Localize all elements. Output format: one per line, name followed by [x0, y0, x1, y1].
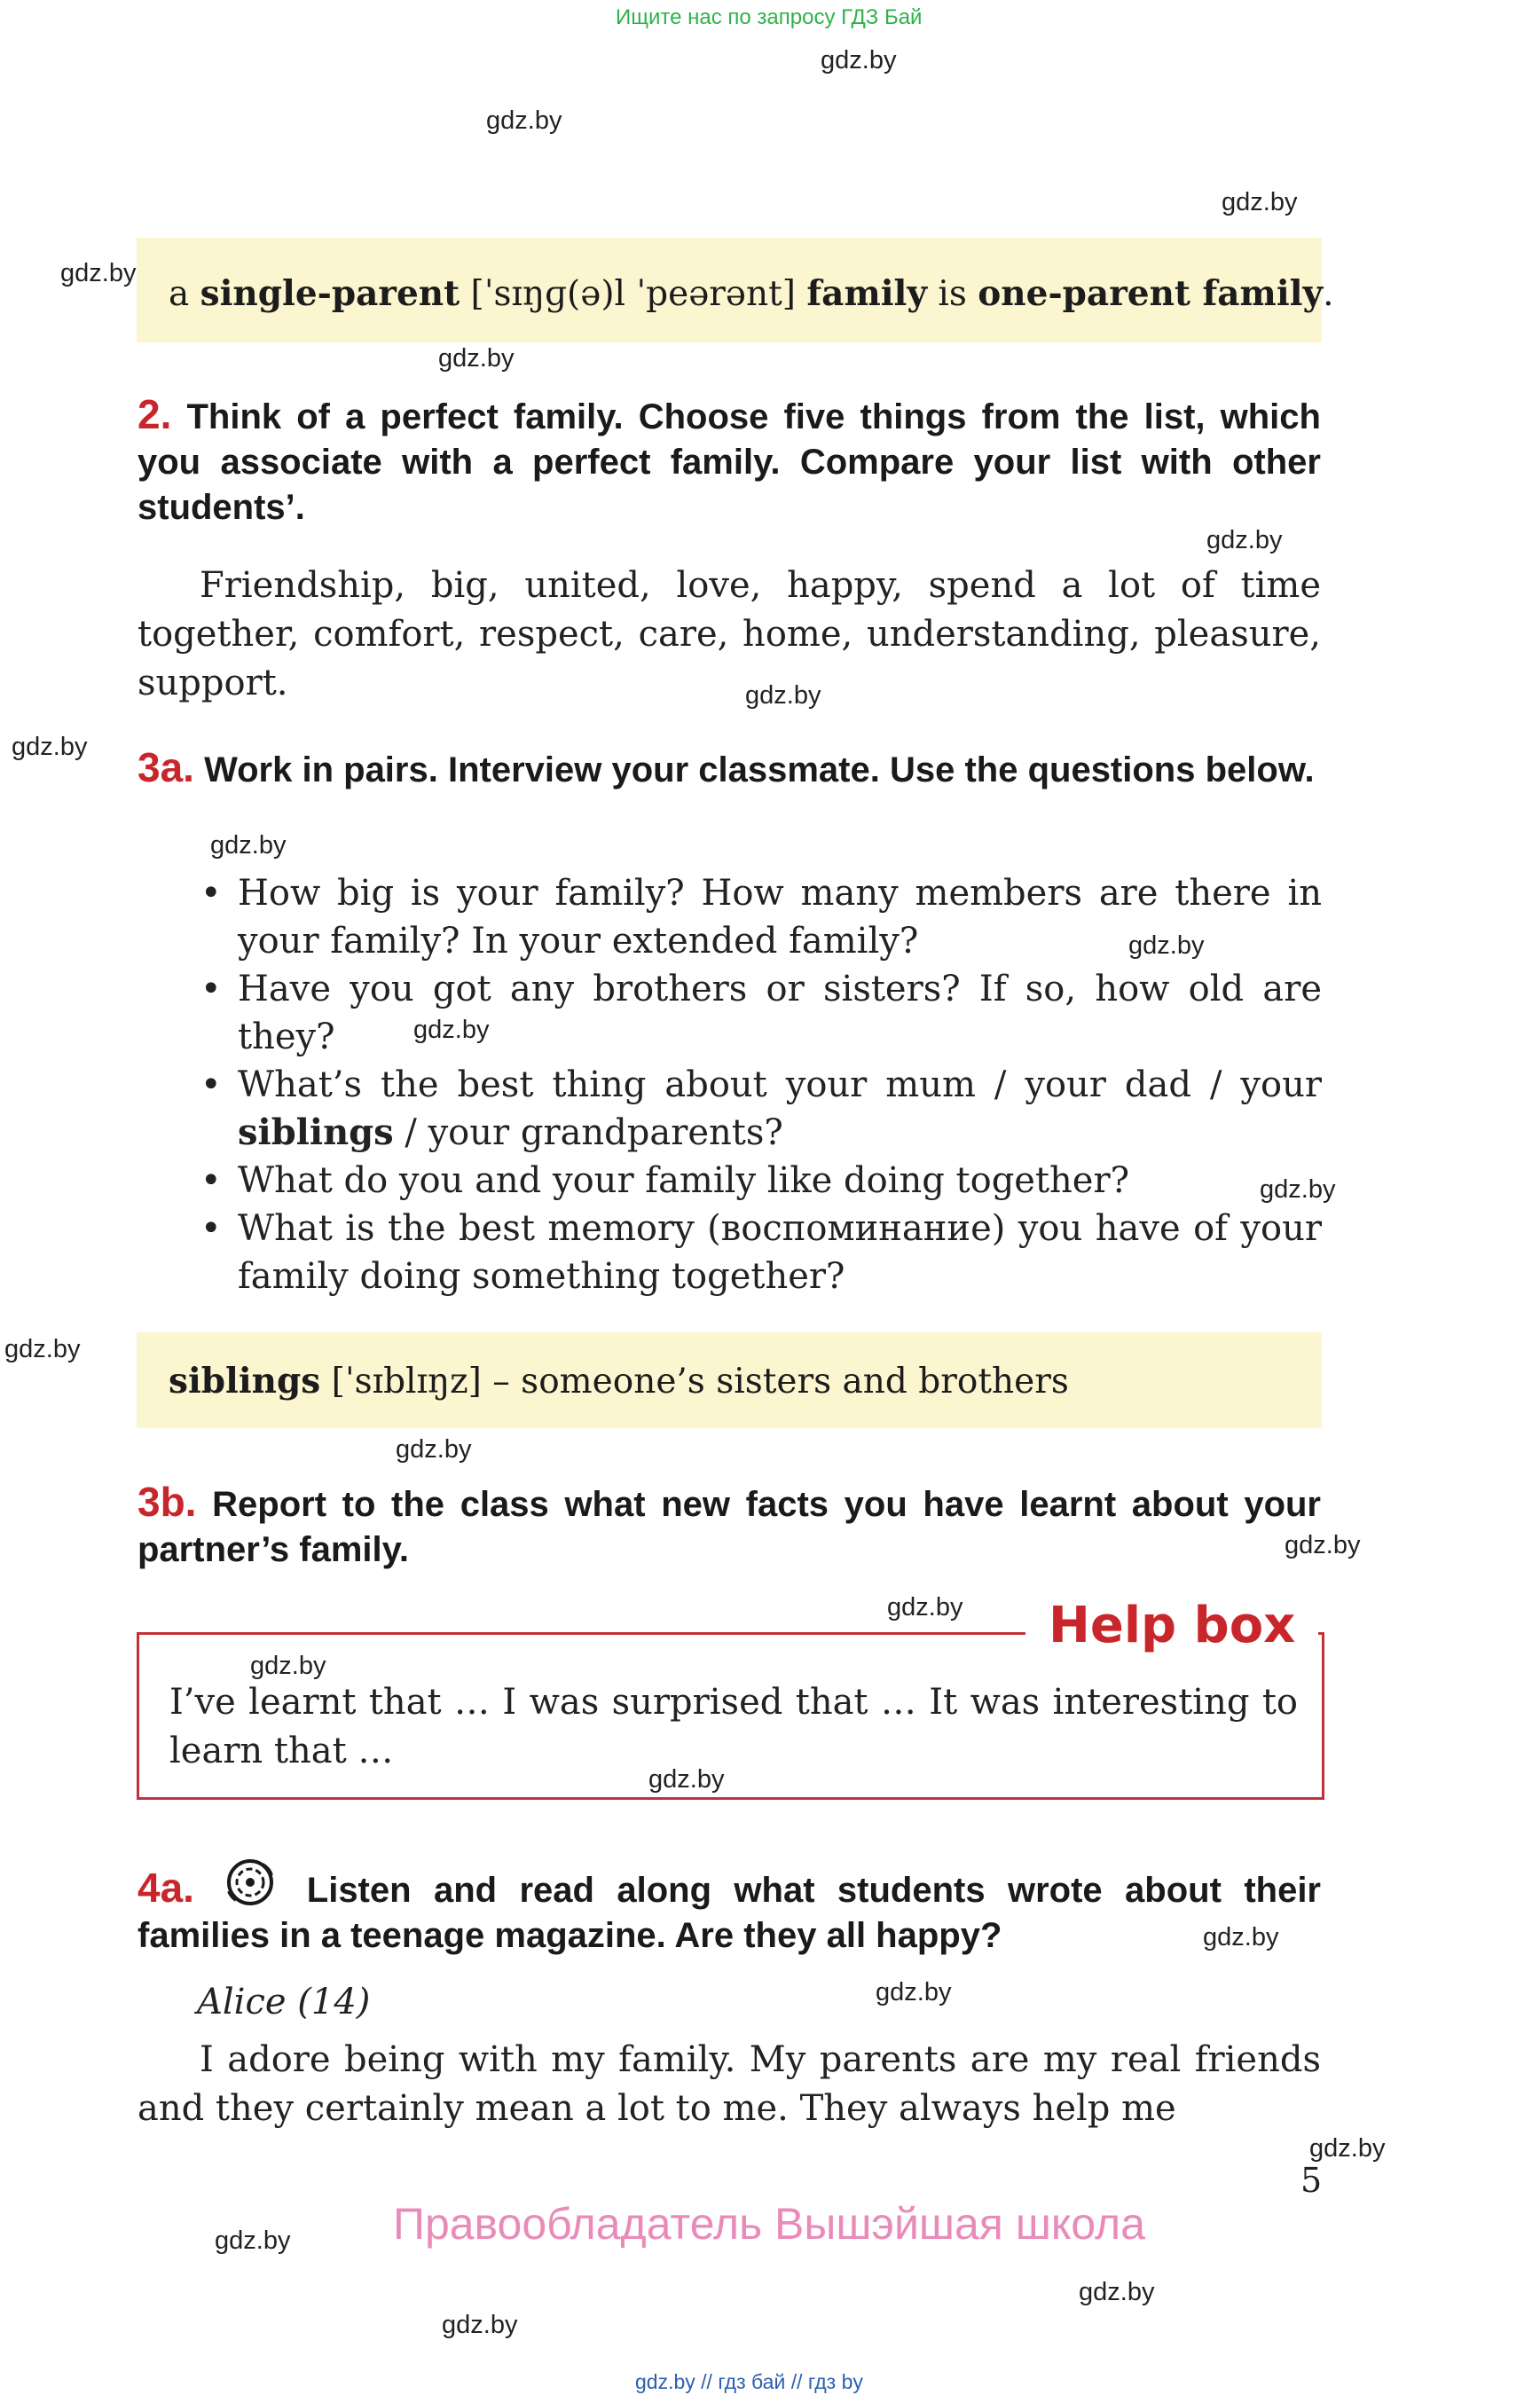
help-box-text: I’ve learnt that … I was surprised that … It was interesting to learn that …	[169, 1682, 1298, 1771]
task-3b-instruction	[138, 1480, 1321, 1573]
task-text: Work in pairs. Interview your classmate. Use the questions below.	[204, 750, 1315, 789]
task-2-instruction	[138, 392, 1321, 530]
watermark: gdz.by	[215, 2226, 291, 2255]
watermark: gdz.by	[1260, 1175, 1336, 1204]
vocabulary-note	[137, 238, 1334, 342]
watermark: gdz.by	[210, 831, 287, 860]
question-item: • What do you and your family like doing together?	[200, 1160, 1130, 1201]
footer-links[interactable]: gdz.by // гдз бай // гдз by	[635, 2370, 863, 2393]
watermark: gdz.by	[1285, 1531, 1361, 1559]
watermark: gdz.by	[1222, 188, 1298, 216]
question-list	[200, 869, 1322, 1300]
question-item: • Have you got any brothers or sisters? If so, how old are they?	[200, 969, 1322, 1057]
vocabulary-note-text: a single-parent [ˈsɪŋɡ(ə)l ˈpeərənt] family is one-parent family.	[169, 273, 1334, 314]
task-number: 3a.	[138, 744, 194, 790]
watermark: gdz.by	[876, 1978, 952, 2006]
watermark: gdz.by	[1206, 526, 1283, 554]
task-text: Think of a perfect family. Choose five things from the list, which you associate with a perfect family. Compare your list with other students’.	[138, 397, 1321, 527]
watermark: gdz.by	[442, 2311, 518, 2339]
task-4a-instruction	[138, 1854, 1321, 1959]
watermark: gdz.by	[1079, 2278, 1155, 2306]
vocabulary-note-text: siblings [ˈsɪblɪŋz] – someone’s sisters and brothers	[169, 1361, 1069, 1402]
vocabulary-note	[137, 1332, 1322, 1428]
watermark: gdz.by	[648, 1765, 725, 1794]
watermark: gdz.by	[438, 344, 515, 373]
vocab-term: single-parent	[200, 273, 460, 314]
task-number: 4a.	[138, 1865, 194, 1911]
watermark: gdz.by	[250, 1652, 326, 1680]
watermark: gdz.by	[745, 681, 821, 710]
transcription: [ˈsɪŋɡ(ə)l ˈpeərənt]	[460, 274, 807, 314]
watermark: gdz.by	[1203, 1923, 1279, 1951]
task-number: 2.	[138, 391, 172, 437]
watermark: gdz.by	[887, 1593, 963, 1622]
question-item: • What is the best memory (воспоминание) you have of your family doing something together?	[200, 1208, 1322, 1297]
watermark: gdz.by	[4, 1335, 81, 1363]
transcription: [ˈsɪblɪŋz]	[320, 1362, 493, 1402]
watermark: gdz.by	[396, 1435, 472, 1464]
watermark: gdz.by	[413, 1016, 490, 1044]
cd-audio-icon[interactable]	[222, 1854, 280, 1905]
task-text: Report to the class what new facts you have learnt about your partner’s family.	[138, 1485, 1321, 1569]
task-3a-instruction	[138, 745, 1321, 793]
top-search-link[interactable]: Ищите нас по запросу ГДЗ Бай	[616, 5, 923, 29]
watermark: gdz.by	[60, 259, 137, 287]
question-item: • How big is your family? How many members are there in your family? In your extended family?	[200, 873, 1322, 962]
watermark: gdz.by	[486, 106, 562, 135]
watermark: gdz.by	[821, 46, 897, 75]
story-text: I adore being with my family. My parents are my real friends and they certainly mean a lot to me. They always help me	[138, 2039, 1321, 2129]
question-item: • What’s the best thing about your mum / your dad / your siblings / your grandparents?	[200, 1064, 1322, 1153]
help-box-title: Help box	[1025, 1597, 1318, 1654]
watermark: gdz.by	[1309, 2134, 1386, 2163]
page-number: 5	[1300, 2161, 1323, 2200]
watermark: gdz.by	[12, 733, 88, 761]
task-text: Listen and read along what students wrote about their families in a teenage magazine. Are they all happy?	[138, 1871, 1321, 1955]
copyright-notice: Правообладатель Вышэйшая школа	[393, 2199, 1145, 2249]
task-number: 3b.	[138, 1479, 197, 1525]
story-author: Alice (14)	[197, 1982, 371, 2022]
watermark: gdz.by	[1128, 931, 1205, 960]
word-list: Friendship, big, united, love, happy, spend a lot of time together, comfort, respect, care, home, understanding, pleasure, support.	[138, 565, 1321, 703]
vocab-term: siblings	[169, 1361, 321, 1402]
